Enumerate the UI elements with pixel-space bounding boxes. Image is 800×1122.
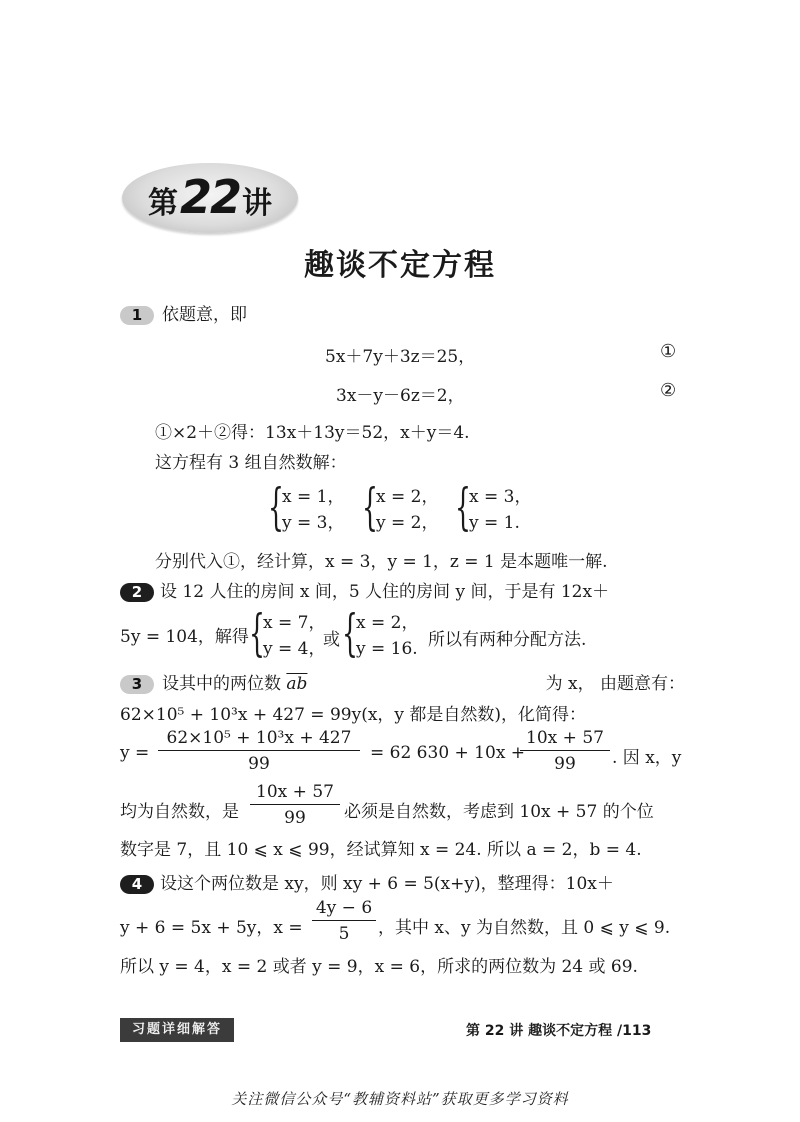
q4-text-2b: ，其中 x、y 为自然数，且 0 ⩽ y ⩽ 9. <box>378 918 671 938</box>
chapter-number: 22 <box>180 170 241 224</box>
q4-frac-num: 4y − 6 <box>315 898 373 918</box>
q2-solA-y: y = 4， <box>263 639 326 659</box>
q4-frac-den: 5 <box>338 924 350 944</box>
q2-solB-x: x = 2， <box>356 613 419 633</box>
chapter-prefix: 第 <box>148 186 178 221</box>
q3-frac3-num: 10x + 57 <box>256 782 334 802</box>
q4-fraction <box>312 898 376 944</box>
q1-equation-1: 5x＋7y＋3z＝25， <box>325 347 476 367</box>
q2-text-2a: 5y = 104，解得 <box>120 627 249 647</box>
q3-number-badge: 3 <box>120 675 154 694</box>
q3-frac2-num: 10x + 57 <box>526 728 604 748</box>
q2-solA-x: x = 7， <box>263 613 326 633</box>
q3-fraction-3 <box>250 782 340 828</box>
q4-text-1: 设这个两位数是 xy，则 xy + 6 = 5(x+y)，整理得：10x＋ <box>160 874 614 894</box>
q4-number-badge: 4 <box>120 875 154 894</box>
q3-line-5: 数字是 7，且 10 ⩽ x ⩽ 99，经试算知 x = 24. 所以 a = 2，b = 4. <box>120 840 642 860</box>
q2-solution-b <box>342 604 419 662</box>
q1-number-badge: 1 <box>120 306 154 325</box>
q3-line-1 <box>120 672 685 696</box>
q1-conclusion: 分别代入①，经计算，x = 3，y = 1，z = 1 是本题唯一解. <box>155 552 608 572</box>
q2-text-2b: 所以有两种分配方法. <box>428 630 587 650</box>
q2-or: 或 <box>323 630 340 650</box>
q3-fraction-1 <box>158 728 360 774</box>
footer-section-label: 习题详细解答 <box>120 1018 234 1042</box>
q2-solB-y: y = 16. <box>356 639 418 659</box>
q1-equation-2-number: ② <box>660 380 677 401</box>
q1-solution-2 <box>362 478 439 536</box>
q1-intro: 依题意，即 <box>162 305 247 325</box>
watermark-text: 关注微信公众号“教辅资料站”获取更多学习资料 <box>231 1090 569 1108</box>
brace-icon: { <box>342 604 358 662</box>
q1-solutions-intro: 这方程有 3 组自然数解： <box>155 453 347 473</box>
fraction-bar <box>158 750 360 751</box>
q1-sol2-x: x = 2， <box>376 487 439 507</box>
q1-equation-2: 3x－y－6z＝2， <box>336 386 465 406</box>
q2-line-1 <box>120 580 685 604</box>
chapter-suffix: 讲 <box>242 186 273 221</box>
q1-solution-1 <box>268 478 345 536</box>
brace-icon: { <box>249 604 265 662</box>
q1-sol1-x: x = 1， <box>282 487 345 507</box>
fraction-bar <box>250 804 340 805</box>
brace-icon: { <box>268 478 284 536</box>
q4-line-3: 所以 y = 4，x = 2 或者 y = 9，x = 6，所求的两位数为 24 或 69. <box>120 957 638 977</box>
q1-sol3-y: y = 1. <box>469 513 520 533</box>
footer-page-info: 第 22 讲 趣谈不定方程 /113 <box>466 1023 652 1039</box>
q3-text-4a: 均为自然数，是 <box>120 802 239 822</box>
page-title: 趣谈不定方程 <box>304 248 496 283</box>
q3-y-equals: y = <box>120 743 150 763</box>
q3-frac2-den: 99 <box>554 754 576 774</box>
q3-text-1b: 为 x， 由题意有： <box>545 674 685 694</box>
q1-sol2-y: y = 2， <box>376 513 439 533</box>
q4-text-2a: y + 6 = 5x + 5y，x = <box>120 918 303 938</box>
q3-fraction-2 <box>520 728 610 774</box>
q3-text-1a: 设其中的两位数 <box>162 674 281 694</box>
q1-equation-1-number: ① <box>660 341 677 362</box>
chapter-label <box>148 170 272 226</box>
fraction-bar <box>312 920 376 921</box>
q2-number-badge: 2 <box>120 583 154 602</box>
q3-text-4b: 必须是自然数，考虑到 10x + 57 的个位 <box>344 802 654 822</box>
q3-frac1-den: 99 <box>248 754 270 774</box>
q1-solution-3 <box>455 478 532 536</box>
q1-sol3-x: x = 3， <box>469 487 532 507</box>
brace-icon: { <box>455 478 471 536</box>
q2-text-1: 设 12 人住的房间 x 间，5 人住的房间 y 间，于是有 12x＋ <box>160 582 610 602</box>
q2-solution-a <box>249 604 326 662</box>
q1-intro-line <box>120 303 685 327</box>
q4-line-1 <box>120 872 685 896</box>
q1-combine: ①×2＋②得：13x＋13y＝52，x＋y＝4. <box>155 423 470 443</box>
q3-mid: = 62 630 + 10x + <box>370 743 526 763</box>
brace-icon: { <box>362 478 378 536</box>
q3-ab: $\overline{ab}$ <box>286 674 308 694</box>
q3-frac3-den: 99 <box>284 808 306 828</box>
q3-line-2: 62×10⁵ + 10³x + 427 = 99y(x，y 都是自然数)，化简得： <box>120 705 587 725</box>
q3-frac1-num: 62×10⁵ + 10³x + 427 <box>166 728 352 748</box>
q1-sol1-y: y = 3， <box>282 513 345 533</box>
q3-tail: . 因 x，y <box>612 748 682 768</box>
fraction-bar <box>520 750 610 751</box>
